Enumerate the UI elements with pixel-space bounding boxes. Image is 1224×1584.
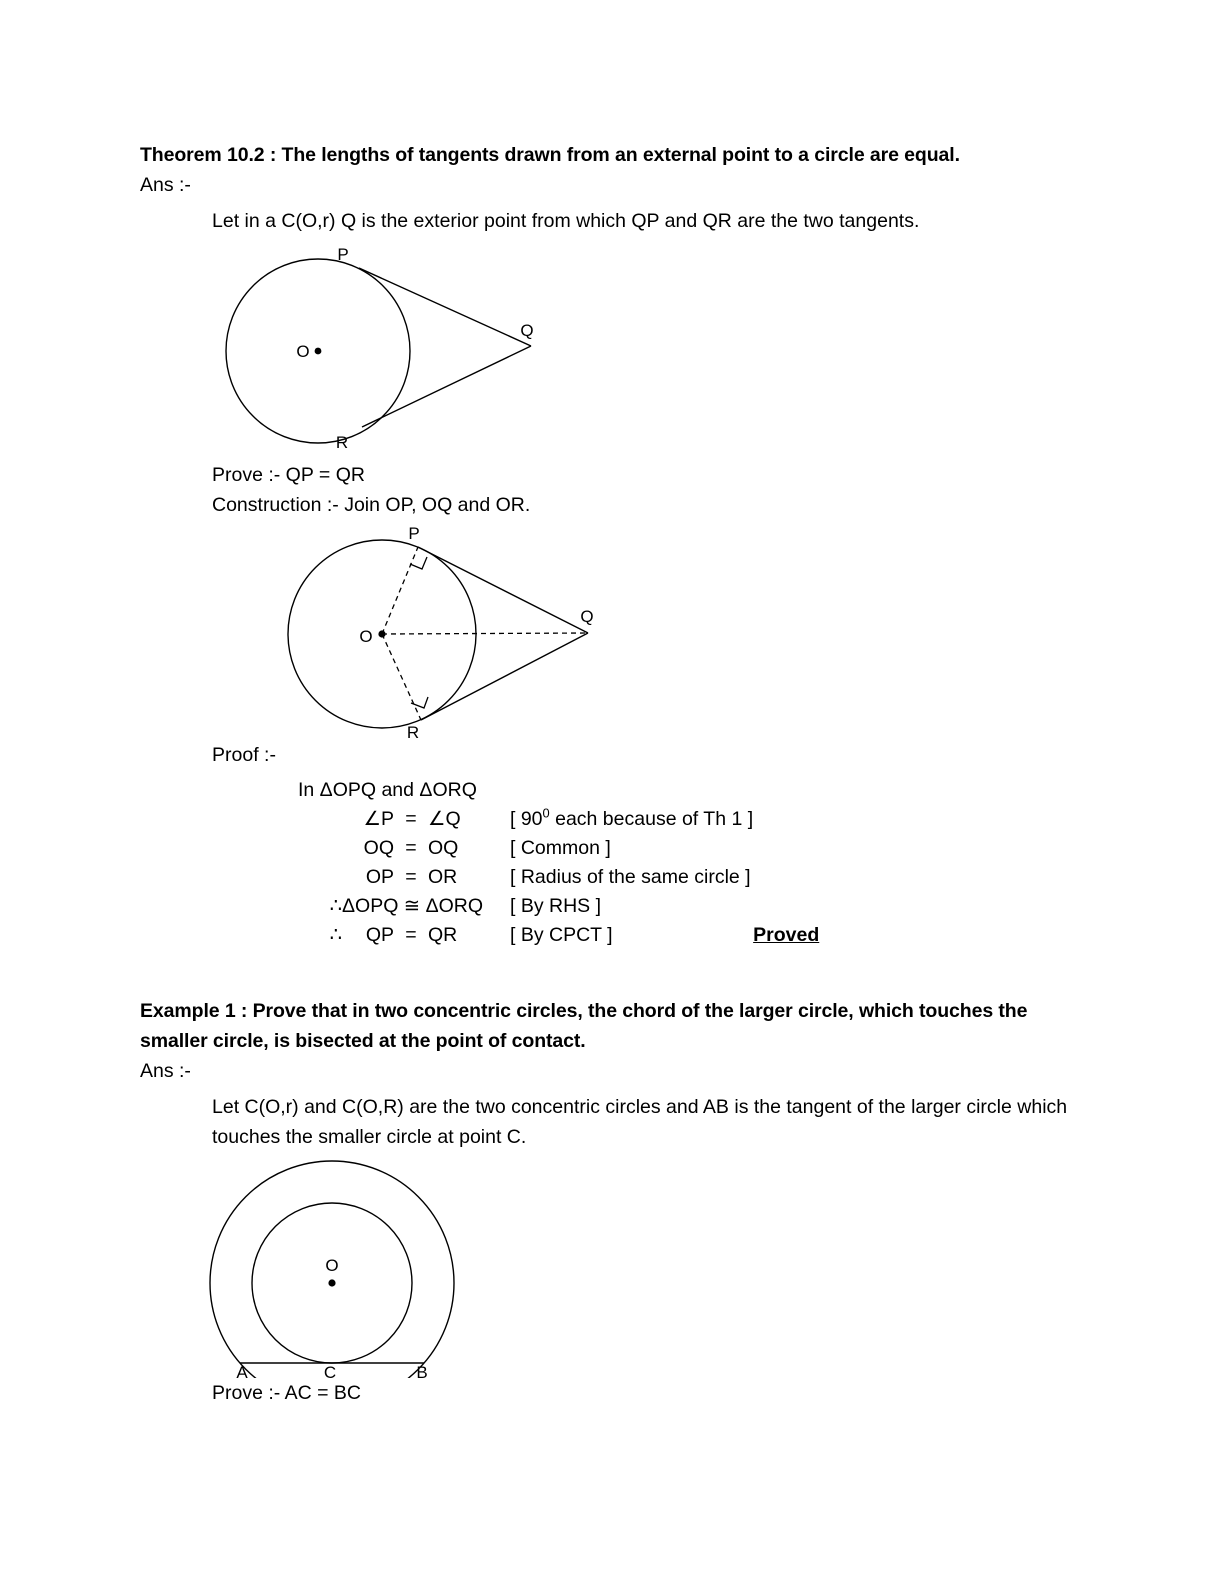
proof-reason: [ By CPCT ] bbox=[510, 924, 613, 946]
segment-oq-dashed bbox=[382, 633, 588, 634]
tangent-line-rq bbox=[362, 346, 531, 427]
radius-op-dashed bbox=[382, 547, 418, 634]
figure-circle-two-tangents bbox=[202, 240, 1084, 460]
proof-reason: [ Common ] bbox=[510, 837, 611, 859]
proof-table-body bbox=[290, 805, 819, 950]
theorem-proof-label: Proof :- bbox=[212, 744, 276, 766]
proof-rhs: OR bbox=[428, 866, 458, 888]
example-setup-text: Let C(O,r) and C(O,R) are the two concentric circles and AB is the tangent of the larger circle which touches the smaller circle at point C. bbox=[212, 1096, 1068, 1148]
figure-concentric-circles bbox=[202, 1156, 1084, 1378]
label-p: P bbox=[337, 245, 349, 264]
example-prove-line: Prove :- AC = BC bbox=[212, 1382, 362, 1404]
theorem-setup-text: Let in a C(O,r) Q is the exterior point from which QP and QR are the two tangents. bbox=[212, 210, 920, 232]
label-q: Q bbox=[580, 607, 594, 626]
proof-prefix bbox=[290, 834, 342, 863]
proof-conclusion-tag: Proved bbox=[753, 924, 820, 946]
proof-relation: = bbox=[405, 808, 417, 830]
figure-2-svg bbox=[262, 522, 622, 740]
proof-relation: = bbox=[405, 866, 417, 888]
tangent-line-pq bbox=[418, 547, 588, 633]
label-a: A bbox=[236, 1363, 248, 1378]
theorem-construction-line: Construction :- Join OP, OQ and OR. bbox=[212, 494, 531, 516]
label-p: P bbox=[408, 524, 420, 543]
figure-1-svg bbox=[202, 240, 562, 460]
center-point-dot bbox=[315, 348, 322, 355]
proof-row bbox=[290, 863, 819, 892]
label-o: O bbox=[359, 627, 373, 646]
proof-statement-table bbox=[290, 805, 819, 950]
proof-row bbox=[290, 834, 819, 863]
example-ans-label: Ans :- bbox=[140, 1060, 191, 1082]
tangent-line-rq bbox=[421, 633, 588, 720]
proof-tag bbox=[753, 892, 819, 921]
proof-lhs: ∠P bbox=[363, 808, 394, 830]
proof-prefix bbox=[290, 863, 342, 892]
proof-relation: ≅ bbox=[403, 895, 421, 917]
center-point-dot bbox=[328, 1279, 335, 1286]
label-o: O bbox=[296, 342, 310, 361]
proof-relation: = bbox=[405, 837, 417, 859]
proof-prefix: ∴ bbox=[329, 924, 342, 946]
proof-prefix bbox=[290, 805, 342, 834]
proof-intro-line: In ΔOPQ and ΔORQ bbox=[298, 779, 477, 801]
proof-tag bbox=[753, 805, 819, 834]
proof-row bbox=[290, 892, 819, 921]
proof-tag bbox=[753, 834, 819, 863]
proof-relation: = bbox=[405, 924, 417, 946]
label-r: R bbox=[335, 433, 349, 452]
label-o: O bbox=[325, 1256, 339, 1275]
proof-congruence-statement bbox=[342, 892, 510, 921]
proof-lhs: ΔOPQ bbox=[342, 895, 399, 917]
proof-tag bbox=[753, 863, 819, 892]
radius-or-dashed bbox=[382, 634, 421, 720]
label-c: C bbox=[323, 1363, 337, 1378]
proof-rhs: ∠Q bbox=[428, 808, 461, 830]
proof-steps-block bbox=[290, 776, 1084, 950]
proof-row bbox=[290, 805, 819, 834]
theorem-ans-label: Ans :- bbox=[140, 174, 191, 196]
example-heading: Example 1 : Prove that in two concentric circles, the chord of the larger circle, which touches the smaller circle, is bisected at the point of contact. bbox=[140, 1000, 1028, 1052]
proof-rhs: ΔORQ bbox=[425, 895, 484, 917]
proof-reason-head: [ 90 bbox=[510, 808, 543, 830]
proof-rhs: OQ bbox=[428, 837, 459, 859]
tangent-line-pq bbox=[359, 268, 534, 346]
document-body bbox=[140, 140, 1084, 1408]
proof-lhs: QP bbox=[365, 924, 394, 946]
theorem-prove-line: Prove :- QP = QR bbox=[212, 464, 365, 486]
figure-circle-radii-right-angles bbox=[262, 522, 1084, 740]
figure-3-svg bbox=[202, 1156, 522, 1378]
proof-lhs: OQ bbox=[363, 837, 394, 859]
label-q: Q bbox=[520, 321, 534, 340]
proof-reason: [ By RHS ] bbox=[510, 895, 602, 917]
theorem-heading: Theorem 10.2 : The lengths of tangents drawn from an external point to a circle are equal. bbox=[140, 144, 960, 166]
proof-reason: [ Radius of the same circle ] bbox=[510, 866, 751, 888]
section-spacer bbox=[140, 950, 1084, 996]
proof-reason-superscript: 0 bbox=[542, 805, 550, 821]
proof-rhs: QR bbox=[428, 924, 458, 946]
label-r: R bbox=[406, 723, 420, 740]
proof-row bbox=[290, 921, 819, 950]
proof-reason bbox=[510, 805, 753, 834]
label-b: B bbox=[416, 1363, 428, 1378]
proof-reason-tail: each because of Th 1 ] bbox=[549, 808, 754, 830]
proof-lhs: OP bbox=[365, 866, 394, 888]
proof-prefix: ∴ bbox=[329, 895, 342, 917]
